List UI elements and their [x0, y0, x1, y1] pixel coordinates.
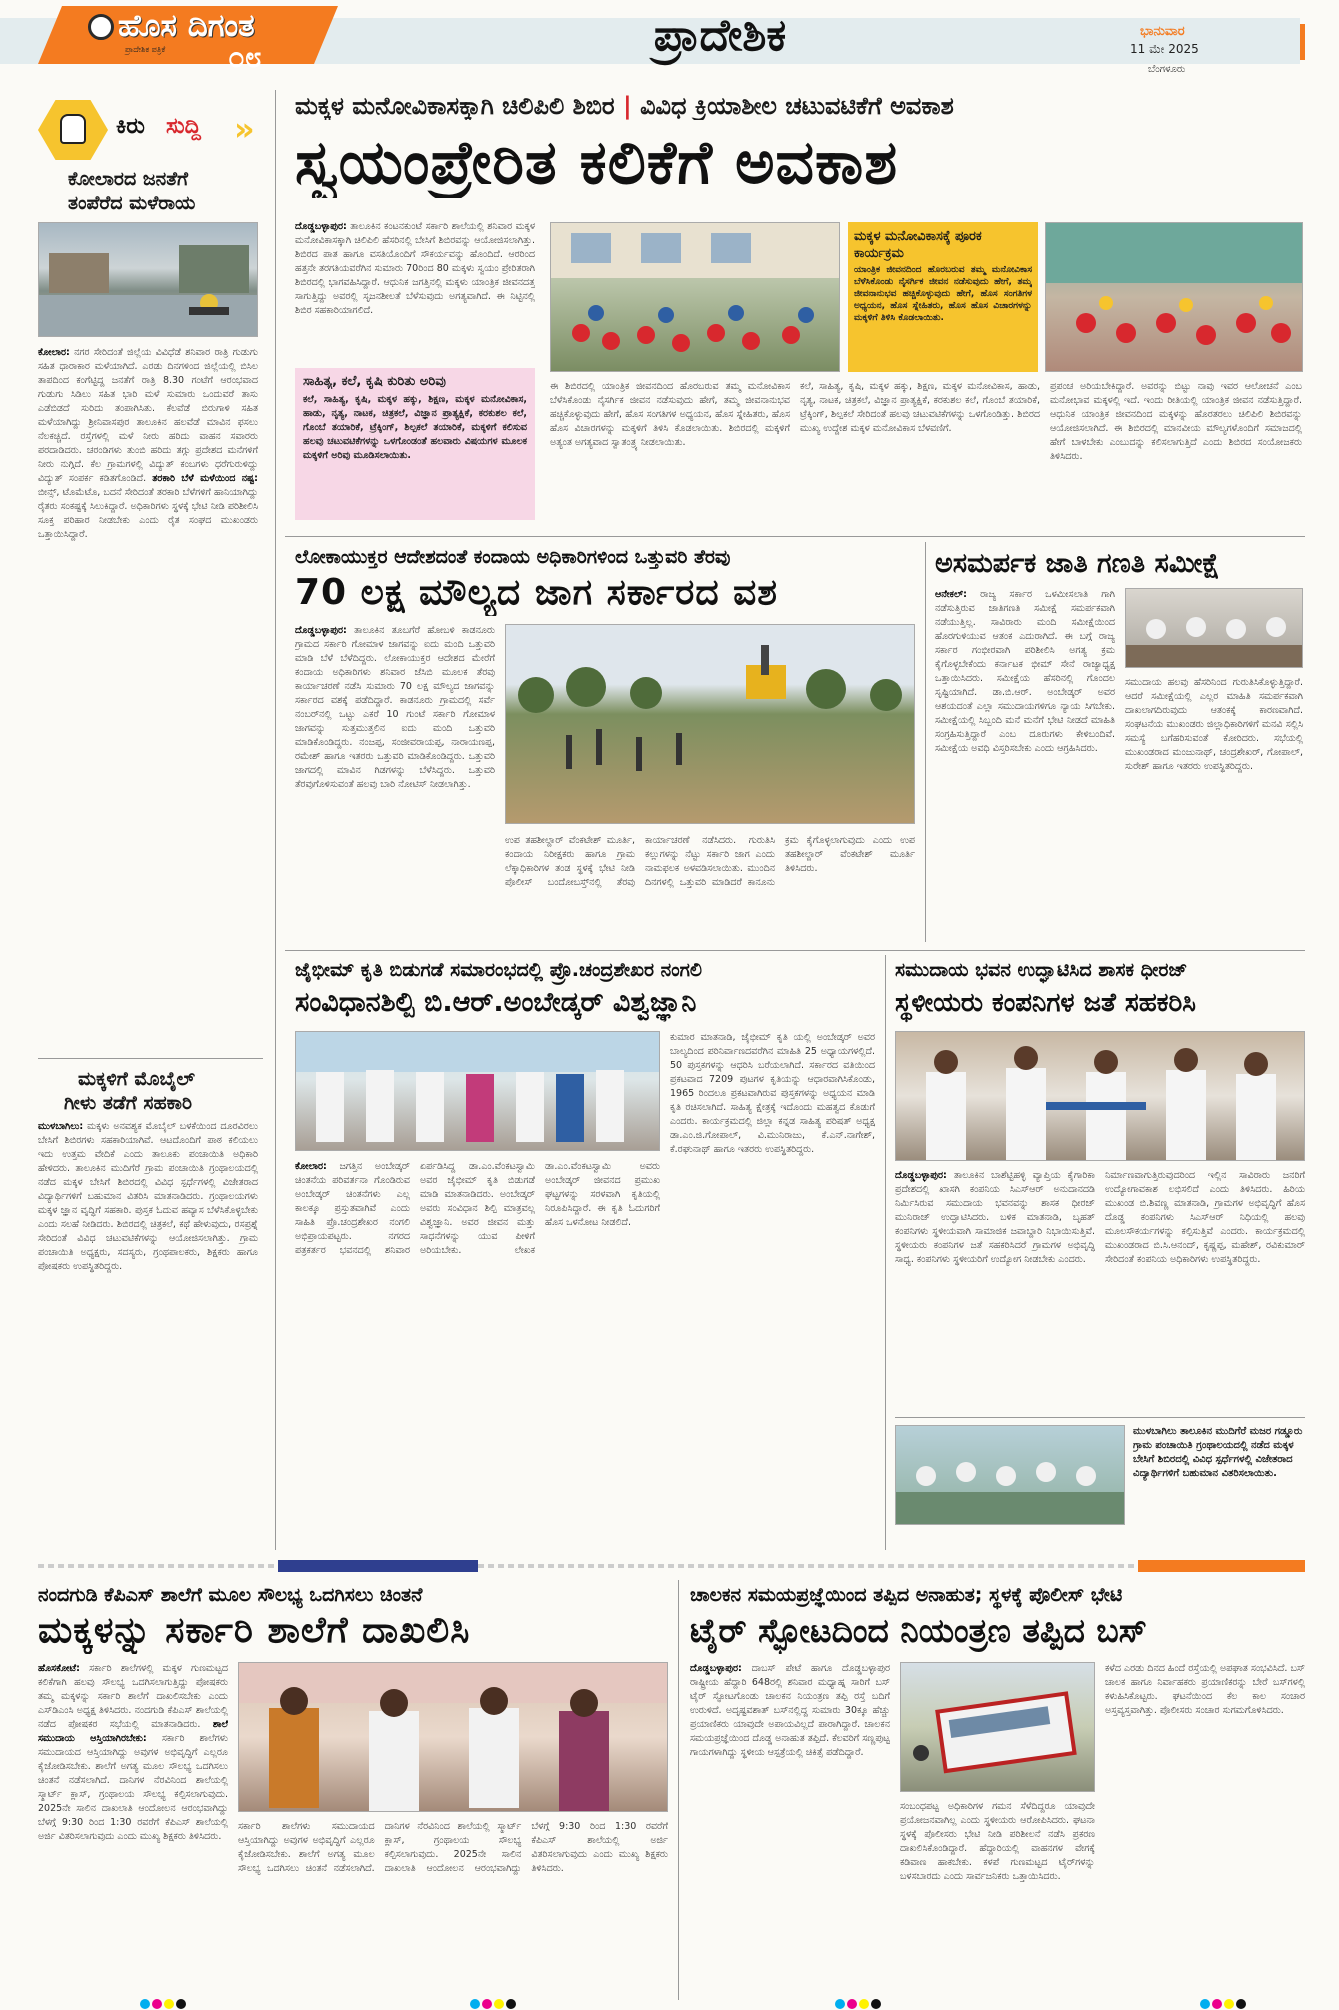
lead-story — [295, 90, 1305, 530]
bus-body3: ಕಳೆದ ಎರಡು ದಿನದ ಹಿಂದೆ ರಸ್ತೆಯಲ್ಲಿ ಅಪಘಾತ ಸಂಭವಿಸಿದೆ. ಬಸ್ ಚಾಲಕ ಹಾಗೂ ನಿರ್ವಾಹಕರು ಪ್ರಯಾಣಿಕರನ್ನು ಬೇರೆ ಬಸ್‌ಗಳಲ್ಲಿ ಕಳುಹಿಸಿಕೊಟ್ಟರು. ಘಟನೆಯಿಂದ ಕೆಲ ಕಾಲ ಸಂಚಾರ ಅಸ್ತವ್ಯಸ್ತವಾಗಿತ್ತು. ಪೊಲೀಸರು ಸಂಚಾರ ಸುಗಮಗೊಳಿಸಿದರು. — [1105, 1663, 1305, 1716]
page-number: ೦೮ — [228, 40, 262, 75]
lead-kicker-a: ಮಕ್ಕಳ ಮನೋವಿಕಾಸಕ್ಕಾಗಿ ಚಿಲಿಪಿಲಿ ಶಿಬಿರ — [295, 92, 615, 120]
bus-body2: ಸಂಬಂಧಪಟ್ಟ ಅಧಿಕಾರಿಗಳ ಗಮನ ಸೆಳೆದಿದ್ದರೂ ಯಾವುದೇ ಪ್ರಯೋಜನವಾಗಿಲ್ಲ ಎಂದು ಸ್ಥಳೀಯರು ಆರೋಪಿಸಿದರು. ಘಟನಾ ಸ್ಥಳಕ್ಕೆ ಪೊಲೀಸರು ಭೇಟಿ ನೀಡಿ ಪರಿಶೀಲನೆ ನಡೆಸಿ ಪ್ರಕರಣ ದಾಖಲಿಸಿಕೊಂಡಿದ್ದಾರೆ. ಹೆದ್ದಾರಿಯಲ್ಲಿ ವಾಹನಗಳ ವೇಗಕ್ಕೆ ಕಡಿವಾಣ ಹಾಕಬೇಕು. ಕಳಪೆ ಗುಣಮಟ್ಟದ ಟೈರ್‌ಗಳನ್ನು ಬಳಸಬಾರದು ಎಂದು ಸಾರ್ವಜನಿಕರು ಒತ್ತಾಯಿಸಿದರು. — [900, 1801, 1095, 1882]
section-title: ಪ್ರಾದೇಶಿಕ — [653, 10, 787, 61]
meeting-photo — [1125, 588, 1303, 668]
lokayukta-kicker: ಲೋಕಾಯುಕ್ತರ ಆದೇಶದಂತೆ ಕಂದಾಯ ಅಧಿಕಾರಿಗಳಿಂದ ಒತ್ತುವರಿ ತೆರವು — [295, 546, 731, 568]
samudaya-headline: ಸ್ಥಳೀಯರು ಕಂಪನಿಗಳ ಜತೆ ಸಹಕರಿಸಿ — [895, 988, 1196, 1018]
lead-body: ತಾಲೂಕಿನ ಕಂಟನಕುಂಟೆ ಸರ್ಕಾರಿ ಶಾಲೆಯಲ್ಲಿ ಶನಿವಾರ ಮಕ್ಕಳ ಮನೋವಿಕಾಸಕ್ಕಾಗಿ ಚಿಲಿಪಿಲಿ ಹೆಸರಿನಲ್ಲಿ ಬೇಸಿಗೆ ಶಿಬಿರವನ್ನು ಆಯೋಜಿಸಲಾಗಿತ್ತು. ಶಿಬಿರದ ಪಾತ ಹಾಗೂ ವಸತಿಯೊಂದಿಗೆ ಸೌಕರ್ಯವನ್ನು ಹೊಂದಿದೆ. ಆರರಿಂದ ಹತ್ತನೇ ತರಗತಿಯವರೆಗಿನ ಸುಮಾರು 70ರಿಂದ 80 ಮಕ್ಕಳು ಸ್ವಯಂ ಪ್ರೇರಿತರಾಗಿ ಶಿಬಿರದಲ್ಲಿ ಭಾಗವಹಿಸಿದ್ದಾರೆ. ಆಧುನಿಕ ಜಗತ್ತಿನಲ್ಲಿ ಮಕ್ಕಳು ಯಾಂತ್ರಿಕ ಜೀವನದತ್ತ ಸಾಗುತ್ತಿದ್ದು ಅವರಲ್ಲಿ ಸೃಜನಶೀಲತೆ ಬೆಳೆಸುವುದು ಅಗತ್ಯವಾಗಿದೆ. ಈ ನಿಟ್ಟಿನಲ್ಲಿ ಶಿಬಿರ ಸಹಕಾರಿಯಾಗಲಿದೆ. — [295, 221, 535, 316]
story1-headline-line1: ಕೋಲಾರದ ಜನತೆಗೆ — [68, 168, 189, 190]
bus-accident-photo-art — [901, 1663, 1095, 1792]
brand-tagline: ಪ್ರಾದೇಶಿಕ ಪತ್ರಿಕೆ — [125, 45, 166, 54]
camp-photo-1 — [550, 222, 840, 372]
school-headline: ಮಕ್ಕಳನ್ನು ಸರ್ಕಾರಿ ಶಾಲೆಗೆ ದಾಖಲಿಸಿ — [38, 1610, 471, 1651]
chevron-right-icon: » — [234, 110, 255, 148]
caste-headline: ಅಸಮರ್ಪಕ ಜಾತಿ ಗಣತಿ ಸಮೀಕ್ಷೆ — [935, 548, 1220, 579]
inauguration-photo — [895, 1031, 1305, 1161]
lead-yellow-title: ಮಕ್ಕಳ ಮನೋವಿಕಾಸಕ್ಕೆ ಪೂರಕ ಕಾರ್ಯಕ್ರಮ — [854, 229, 982, 261]
lead-sidebar-box — [295, 368, 535, 520]
ambedkar-text: ಜಗತ್ತಿನ ಅಂಬೇಡ್ಕರ್ ಚಿಂತನೆಯ ಪರಿವರ್ತನಾ ಗೊಂಡಿರುವ ಅಂಬೇಡ್ಕರ್ ಚಿಂತನೆಗಳು ಎಲ್ಲ ಕಾಲಕ್ಕೂ ಪ್ರಸ್ತುತವಾಗಿವೆ ಎಂದು ಸಾಹಿತಿ ಪ್ರೊ.ಚಂದ್ರಶೇಖರ ನಂಗಲಿ ಅಭಿಪ್ರಾಯಪಟ್ಟರು. ನಗರದ ಪತ್ರಕರ್ತರ ಭವನದಲ್ಲಿ ಶನಿವಾರ ಏರ್ಪಡಿಸಿದ್ದ ಡಾ.ಎಂ.ವೆಂಕಟಸ್ವಾಮಿ ಅವರ ಜೈಭೀಮ್ ಕೃತಿ ಬಿಡುಗಡೆ ಮಾಡಿ ಮಾತನಾಡಿದರು. ಅಂಬೇಡ್ಕರ್ ಅವರು ಸಂವಿಧಾನ ಶಿಲ್ಪಿ ಮಾತ್ರವಲ್ಲ ವಿಶ್ವಜ್ಞಾನಿ. ಅವರ ಜೀವನ ಮತ್ತು ಸಾಧನೆಗಳನ್ನು ಯುವ ಪೀಳಿಗೆ ಅರಿಯಬೇಕು. ಲೇಖಕ ಡಾ.ಎಂ.ವೆಂಕಟಸ್ವಾಮಿ ಅವರು ಅಂಬೇಡ್ಕರ್ ಜೀವನದ ಪ್ರಮುಖ ಘಟ್ಟಗಳನ್ನು ಸರಳವಾಗಿ ಕೃತಿಯಲ್ಲಿ ನಿರೂಪಿಸಿದ್ದಾರೆ. ಈ ಕೃತಿ ಓದುಗರಿಗೆ ಹೊಸ ಒಳನೋಟ ನೀಡಲಿದೆ. — [295, 1161, 660, 1256]
samudaya-text: ತಾಲೂಕಿನ ಬಾಶೆಟ್ಟಿಹಳ್ಳಿ ವ್ಯಾಪ್ತಿಯ ಕೈಗಾರಿಕಾ ಪ್ರದೇಶದಲ್ಲಿ ಖಾಸಗಿ ಕಂಪನಿಯ ಸಿಎಸ್‌ಆರ್ ಅನುದಾನದಡಿ ನಿರ್ಮಿಸಿರುವ ಸಮುದಾಯ ಭವನವನ್ನು ಶಾಸಕ ಧೀರಜ್ ಮುನಿರಾಜ್ ಉದ್ಘಾಟಿಸಿದರು. ಬಳಿಕ ಮಾತನಾಡಿ, ಬೃಹತ್ ಕಂಪನಿಗಳು ಸ್ಥಳೀಯವಾಗಿ ಸಾಮಾಜಿಕ ಜವಾಬ್ದಾರಿ ನಿಭಾಯಿಸುತ್ತಿವೆ. ಸ್ಥಳೀಯರು ಕಂಪನಿಗಳ ಜತೆ ಸಹಕರಿಸಿದರೆ ಗ್ರಾಮಗಳ ಅಭಿವೃದ್ಧಿ ಸಾಧ್ಯ. ಕಂಪನಿಗಳು ಸ್ಥಳೀಯರಿಗೆ ಉದ್ಯೋಗ ನೀಡಬೇಕು ಎಂದರು. — [895, 1170, 1095, 1265]
rain-photo-art — [39, 223, 258, 337]
ambedkar-story — [295, 955, 875, 1550]
brand-icon — [88, 14, 114, 40]
ambedkar-body2: ಕುಮಾರ ಮಾತನಾಡಿ, ಜೈಭೀಮ್ ಕೃತಿ ಯಲ್ಲಿ ಅಂಬೇಡ್ಕರ್ ಅವರ ಬಾಲ್ಯದಿಂದ ಪರಿನಿರ್ವಾಣದವರೆಗಿನ ಮಾಹಿತಿ 25 ಅಧ್ಯಾಯಗಳಲ್ಲಿದೆ. 50 ಪುಸ್ತಕಗಳನ್ನು ಆಧರಿಸಿ ಬರೆಯಲಾಗಿದೆ. ಸರ್ಕಾರದ ವತಿಯಿಂದ ಪ್ರಕಟವಾದ 7209 ಪುಟಗಳ ಕೃತಿಯನ್ನು ಆಧಾರವಾಗಿಸಿಕೊಂಡು, 1965 ರಿಂದಲೂ ಪ್ರಕಟವಾಗಿರುವ ಪುಸ್ತಕಗಳನ್ನು ಅಧ್ಯಯನ ಮಾಡಿ ಕೃತಿ ರಚಿಸಲಾಗಿದೆ. ಸಾಹಿತ್ಯ ಕ್ಷೇತ್ರಕ್ಕೆ ಇದೊಂದು ಮಹತ್ವದ ಕೊಡುಗೆ ಎಂದರು. ಕಾರ್ಯಕ್ರಮದಲ್ಲಿ ಜಿಲ್ಲಾ ಕನ್ನಡ ಸಾಹಿತ್ಯ ಪರಿಷತ್ ಅಧ್ಯಕ್ಷ ಡಾ.ಎಂ.ಜಿ.ಗೋಪಾಲ್, ವಿ.ಮುನಿರಾಜು, ಕೆ.ಎನ್.ನಾಗೇಶ್, ಕೆ.ರಘುನಾಥ್ ಹಾಗೂ ಇತರರು ಉಪಸ್ಥಿತರಿದ್ದರು. — [670, 1032, 875, 1155]
samudaya-body — [895, 1169, 1095, 1409]
hand-icon — [60, 114, 86, 144]
lokayukta-text: ತಾಲೂಕಿನ ತೂಬಗೆರೆ ಹೋಬಳಿ ಕಾಡನೂರು ಗ್ರಾಮದ ಸರ್ಕಾರಿ ಗೋಮಾಳ ಜಾಗವನ್ನು ಐದು ಮಂದಿ ಒತ್ತುವರಿ ಮಾಡಿ ಬೆಳೆ ಬೆಳೆದಿದ್ದರು. ಲೋಕಾಯುಕ್ತರ ಆದೇಶದ ಮೇರೆಗೆ ಕಂದಾಯ ಅಧಿಕಾರಿಗಳು ಶನಿವಾರ ಜೆಸಿಬಿ ಮೂಲಕ ತೆರವು ಕಾರ್ಯಾಚರಣೆ ನಡೆಸಿ ಸುಮಾರು 70 ಲಕ್ಷ ಮೌಲ್ಯದ ಜಾಗವನ್ನು ಸರ್ಕಾರದ ವಶಕ್ಕೆ ಪಡೆದಿದ್ದಾರೆ. ಕಾಡನೂರು ಗ್ರಾಮದಲ್ಲಿ ಸರ್ವೆ ನಂಬರ್‌ನಲ್ಲಿ ಒಟ್ಟು ಎಕರೆ 10 ಗುಂಟೆ ಸರ್ಕಾರಿ ಗೋಮಾಳ ಜಾಗವನ್ನು ಸುತ್ತಮುತ್ತಲಿನ ಐದು ಮಂದಿ ಒತ್ತುವರಿ ಮಾಡಿಕೊಂಡಿದ್ದರು. ನಂಜಪ್ಪ, ಸಂಜೀವರಾಯಪ್ಪ, ನಾರಾಯಣಪ್ಪ, ರಮೇಶ್ ಹಾಗೂ ಇತರರು ಒತ್ತುವರಿ ಮಾಡಿಕೊಂಡಿದ್ದರು. ಒತ್ತುವರಿ ಜಾಗದಲ್ಲಿ ಮಾವಿನ ಗಿಡಗಳನ್ನು ಬೆಳೆಸಿದ್ದರು. ಒತ್ತುವರಿ ತೆರವುಗೊಳಿಸುವಂತೆ ಹಲವು ಬಾರಿ ನೋಟಿಸ್ ನೀಡಲಾಗಿತ್ತು. — [295, 625, 495, 790]
lead-body-col4: ಪ್ರಪಂಚ ಅರಿಯಬೇಕಿದ್ದಾರೆ. ಅವರನ್ನು ಬಿಟ್ಟು ನಾವು ಇವರ ಆಲೋಚನೆ ಎಂಬ ಮನೋಭಾವ ಮಕ್ಕಳಲ್ಲಿ ಇದೆ. ಇಂದು ರೀತಿಯಲ್ಲಿ ಯಾಂತ್ರಿಕ ಜೀವನ ನಡೆಸುತ್ತಿದ್ದಾರೆ. ಆಧುನಿಕ ಯಾಂತ್ರಿಕ ಜೀವನದಿಂದ ಮಕ್ಕಳನ್ನು ಹೊರತರಲು ಚಿಲಿಪಿಲಿ ಶಿಬಿರವನ್ನು ಆಯೋಜಿಸಲಾಗಿದೆ. ಈ ಶಿಬಿರದಲ್ಲಿ ಮಾನವೀಯ ಮೌಲ್ಯಗಳೊಂದಿಗೆ ಸಮಾಜದಲ್ಲಿ ಹೇಗೆ ಬಾಳಬೇಕು ಎಂಬುದನ್ನು ಕಲಿಸಲಾಗುತ್ತಿದೆ ಎಂದು ಶಿಬಿರದ ಸಂಯೋಜಕರು ತಿಳಿಸಿದರು. — [1050, 381, 1302, 462]
kirusuddi-column — [38, 90, 263, 1550]
ambedkar-headline: ಸಂವಿಧಾನಶಿಲ್ಪಿ ಬಿ.ಆರ್.ಅಂಬೇಡ್ಕರ್ ವಿಶ್ವಜ್ಞಾನಿ — [295, 987, 697, 1018]
story1-headline-line2: ತಂಪೆರೆದ ಮಳೆರಾಯ — [68, 192, 196, 214]
inauguration-photo-art — [896, 1032, 1305, 1161]
masthead — [0, 0, 1339, 80]
bus-dateline: ದೊಡ್ಡಬಳ್ಳಾಪುರ: — [690, 1663, 742, 1674]
school-kicker: ನಂದಗುಡಿ ಕೆಪಿಎಸ್ ಶಾಲೆಗೆ ಮೂಲ ಸೌಲಭ್ಯ ಒದಗಿಸಲು ಚಿಂತನೆ — [38, 1584, 423, 1606]
bus-body — [690, 1662, 890, 1992]
school-body-cont: ಸರ್ಕಾರಿ ಶಾಲೆಗಳು ಸಮುದಾಯದ ಆಸ್ತಿಯಾಗಿದ್ದು ಅವುಗಳ ಅಭಿವೃದ್ಧಿಗೆ ಎಲ್ಲರೂ ಕೈಜೋಡಿಸಬೇಕು. ಶಾಲೆಗೆ ಅಗತ್ಯ ಮೂಲ ಸೌಲಭ್ಯ ಒದಗಿಸಲು ಚಿಂತನೆ ನಡೆಸಲಾಗಿದೆ. ದಾನಿಗಳ ನೆರವಿನಿಂದ ಶಾಲೆಯಲ್ಲಿ ಸ್ಮಾರ್ಟ್ ಕ್ಲಾಸ್, ಗ್ರಂಥಾಲಯ ಸೌಲಭ್ಯ ಕಲ್ಪಿಸಲಾಗುವುದು. 2025ನೇ ಸಾಲಿನ ದಾಖಲಾತಿ ಆಂದೋಲನ ಆರಂಭವಾಗಿದ್ದು ಬೆಳಗ್ಗೆ 9:30 ರಿಂದ 1:30 ರವರೆಗೆ ಕೆಪಿಎಸ್ ಶಾಲೆಯಲ್ಲಿ ಅರ್ಜಿ ವಿತರಿಸಲಾಗುವುದು ಎಂದು ಮುಖ್ಯ ಶಿಕ್ಷಕರು ತಿಳಿಸಿದರು. — [238, 1821, 668, 1874]
story1-text2: ಬೀನ್ಸ್, ಟೊಮೆಟೊ, ಬದನೆ ಸೇರಿದಂತೆ ತರಕಾರಿ ಬೆಳೆಗಳಿಗೆ ಹಾನಿಯಾಗಿದ್ದು ರೈತರು ಸಂಕಷ್ಟಕ್ಕೆ ಸಿಲುಕಿದ್ದಾರೆ. ಅಧಿಕಾರಿಗಳು ಸ್ಥಳಕ್ಕೆ ಭೇಟಿ ನೀಡಿ ಪರಿಶೀಲಿಸಿ ಸೂಕ್ತ ಪರಿಹಾರ ನೀಡಬೇಕು ಎಂದು ರೈತ ಸಂಘದ ಮುಖಂಡರು ಒತ್ತಾಯಿಸಿದ್ದಾರೆ. — [38, 487, 258, 540]
brand-name: ಹೊಸ ದಿಗಂತ — [118, 8, 255, 44]
registration-dots — [470, 1994, 518, 2010]
masthead-accent — [1300, 24, 1305, 60]
story1-subhead: ತರಕಾರಿ ಬೆಳೆ ಮಳೆಯಿಂದ ನಷ್ಟ: — [152, 473, 258, 484]
ambedkar-dateline: ಕೋಲಾರ: — [295, 1161, 327, 1172]
lead-kicker-b: ವಿವಿಧ ಕ್ರಿಯಾಶೀಲ ಚಟುವಟಿಕೆಗೆ ಅವಕಾಶ — [640, 92, 954, 120]
issue-city: ಬೆಂಗಳೂರು — [1148, 64, 1186, 75]
story2-headline-line2: ಗೀಳು ತಡೆಗೆ ಸಹಕಾರಿ — [64, 1092, 192, 1114]
school-body — [38, 1662, 228, 1992]
school-meeting-photo-art — [239, 1663, 668, 1812]
lead-kicker-sep: | — [622, 92, 632, 120]
lead-body-col1 — [295, 220, 535, 360]
library-photo-art — [896, 1426, 1125, 1525]
kirusuddi-label-a: ಕಿರು — [116, 114, 145, 139]
rain-photo — [38, 222, 258, 337]
ambedkar-body — [295, 1160, 660, 1548]
bus-headline: ಟೈರ್ ಸ್ಫೋಟದಿಂದ ನಿಯಂತ್ರಣ ತಪ್ಪಿದ ಬಸ್ — [690, 1611, 1147, 1650]
ambedkar-kicker: ಜೈಭೀಮ್ ಕೃತಿ ಬಿಡುಗಡೆ ಸಮಾರಂಭದಲ್ಲಿ ಪ್ರೊ.ಚಂದ್ರಶೇಖರ ನಂಗಲಿ — [295, 959, 702, 981]
lokayukta-body — [295, 624, 495, 940]
caste-body — [935, 588, 1115, 940]
lead-body-col3: ಕಲೆ, ಸಾಹಿತ್ಯ, ಕೃಷಿ, ಮಕ್ಕಳ ಹಕ್ಕು, ಶಿಕ್ಷಣ, ಮಕ್ಕಳ ಮನೋವಿಕಾಸ, ಹಾಡು, ನೃತ್ಯ, ನಾಟಕ, ಚಿತ್ರಕಲೆ, ವಿಜ್ಞಾನ ಪ್ರಾತ್ಯಕ್ಷಿಕೆ, ಕರಕುಶಲ ಕಲೆ, ಗೊಂಬೆ ತಯಾರಿಕೆ, ಟ್ರೆಕ್ಕಿಂಗ್, ಶಿಲ್ಪಕಲೆ ಸೇರಿದಂತೆ ಹಲವು ಚಟುವಟಿಕೆಗಳನ್ನು ಒಳಗೊಂಡಿತ್ತು. ಶಿಬಿರದ ಮುಖ್ಯ ಉದ್ದೇಶ ಮಕ್ಕಳ ಮನೋವಿಕಾಸ ಬೆಳವಣಿಗೆ. — [800, 381, 1040, 434]
samudaya-body2: ನಿರ್ಮಾಣವಾಗುತ್ತಿರುವುದರಿಂದ ಇಲ್ಲಿನ ಸಾವಿರಾರು ಜನರಿಗೆ ಉದ್ಯೋಗಾವಕಾಶ ಲಭಿಸಲಿದೆ ಎಂದು ತಿಳಿಸಿದರು. ಹಿರಿಯ ಮುಖಂಡ ಬಿ.ಶಿವಣ್ಣ ಮಾತನಾಡಿ, ಗ್ರಾಮಗಳ ಅಭಿವೃದ್ಧಿಗೆ ಹೊಸ ದೊಡ್ಡ ಕಂಪನಿಗಳು ಸಿಎಸ್‌ಆರ್ ನಿಧಿಯಲ್ಲಿ ಹಲವು ಮೂಲಸೌಕರ್ಯಗಳನ್ನು ಕಲ್ಪಿಸುತ್ತಿವೆ ಎಂದರು. ಕಾರ್ಯಕ್ರಮದಲ್ಲಿ ಮುಖಂಡರಾದ ಬಿ.ಸಿ.ಆನಂದ್, ಕೃಷ್ಣಪ್ಪ, ಮಹೇಶ್, ರವಿಕುಮಾರ್ ಸೇರಿದಂತೆ ಕಂಪನಿಯ ಅಧಿಕಾರಿಗಳು ಉಪಸ್ಥಿತರಿದ್ದರು. — [1105, 1170, 1305, 1265]
school-text2: ಸರ್ಕಾರಿ ಶಾಲೆಗಳು ಸಮುದಾಯದ ಆಸ್ತಿಯಾಗಿದ್ದು ಅವುಗಳ ಅಭಿವೃದ್ಧಿಗೆ ಎಲ್ಲರೂ ಕೈಜೋಡಿಸಬೇಕು. ಶಾಲೆಗೆ ಅಗತ್ಯ ಮೂಲ ಸೌಲಭ್ಯ ಒದಗಿಸಲು ಚಿಂತನೆ ನಡೆಸಲಾಗಿದೆ. ದಾನಿಗಳ ನೆರವಿನಿಂದ ಶಾಲೆಯಲ್ಲಿ ಸ್ಮಾರ್ಟ್ ಕ್ಲಾಸ್, ಗ್ರಂಥಾಲಯ ಸೌಲಭ್ಯ ಕಲ್ಪಿಸಲಾಗುವುದು. 2025ನೇ ಸಾಲಿನ ದಾಖಲಾತಿ ಆಂದೋಲನ ಆರಂಭವಾಗಿದ್ದು ಬೆಳಗ್ಗೆ 9:30 ರಿಂದ 1:30 ರವರೆಗೆ ಕೆಪಿಎಸ್ ಶಾಲೆಯಲ್ಲಿ ಅರ್ಜಿ ವಿತರಿಸಲಾಗುವುದು ಎಂದು ಮುಖ್ಯ ಶಿಕ್ಷಕರು ತಿಳಿಸಿದರು. — [38, 1733, 228, 1842]
camp-photo-1-art — [551, 223, 840, 372]
lead-yellow-body: ಯಾಂತ್ರಿಕ ಜೀವನದಿಂದ ಹೊರಬರುವ ತಮ್ಮ ಮನೋವಿಕಾಸ ಬೆಳೆಸಿಕೊಂಡು ನೈಸರ್ಗಿಕ ಜೀವನ ನಡೆಸುವುದು ಹೇಗೆ, ತಮ್ಮ ಜೀವನಾನುಭವ ಹಚ್ಚಿಕೊಳ್ಳುವುದು ಹೇಗೆ, ಹೊಸ ಸಂಗತಿಗಳ ಅಧ್ಯಯನ, ಹೊಸ ಸ್ನೇಹಿತರು, ಹೊಸ ಹೊಸ ವಿಚಾರಗಳನ್ನು ಮಕ್ಕಳಿಗೆ ತಿಳಿಸಿ ಕೊಡಲಾಯಿತು. — [854, 265, 1032, 323]
library-photo — [895, 1425, 1125, 1525]
registration-dots — [1200, 1994, 1248, 2010]
issue-day: ಭಾನುವಾರ — [1140, 24, 1185, 39]
story2-dateline: ಮುಳಬಾಗಿಲು: — [38, 1121, 84, 1132]
divider-blue — [278, 1560, 478, 1572]
divider-grey-mid — [478, 1564, 1138, 1568]
divider-grey-left — [38, 1564, 278, 1568]
story2-body — [38, 1120, 258, 1540]
school-story — [38, 1580, 668, 2000]
camp-photo-2-art — [1046, 223, 1303, 372]
meeting-photo-art — [1126, 589, 1303, 668]
lead-yellow-box — [848, 222, 1038, 372]
kirusuddi-label-b: ಸುದ್ದಿ — [166, 114, 201, 139]
samudaya-story — [895, 955, 1305, 1550]
clearance-photo — [505, 624, 915, 824]
bus-text: ದಾಬಸ್ ಪೇಟೆ ಹಾಗೂ ದೊಡ್ಡಬಳ್ಳಾಪುರ ರಾಷ್ಟ್ರೀಯ ಹೆದ್ದಾರಿ 648ರಲ್ಲಿ ಶನಿವಾರ ಮಧ್ಯಾಹ್ನ ಸಾರಿಗೆ ಬಸ್ ಟೈರ್ ಸ್ಫೋಟಗೊಂಡು ಚಾಲಕನ ನಿಯಂತ್ರಣ ತಪ್ಪಿ ರಸ್ತೆ ಬದಿಗೆ ಉರುಳಿದೆ. ಅದೃಷ್ಟವಶಾತ್ ಬಸ್‌ನಲ್ಲಿದ್ದ ಸುಮಾರು 30ಕ್ಕೂ ಹೆಚ್ಚು ಪ್ರಯಾಣಿಕರು ಯಾವುದೇ ಅಪಾಯವಿಲ್ಲದೆ ಪಾರಾಗಿದ್ದಾರೆ. ಚಾಲಕನ ಸಮಯಪ್ರಜ್ಞೆಯಿಂದ ದೊಡ್ಡ ಅನಾಹುತ ತಪ್ಪಿದೆ. ಕೆಲವರಿಗೆ ಸಣ್ಣಪುಟ್ಟ ಗಾಯಗಳಾಗಿದ್ದು ಸ್ಥಳೀಯ ಆಸ್ಪತ್ರೆಯಲ್ಲಿ ಚಿಕಿತ್ಸೆ ಪಡೆದಿದ್ದಾರೆ. — [690, 1663, 890, 1758]
story1-body — [38, 346, 258, 970]
bus-accident-photo — [900, 1662, 1095, 1792]
lokayukta-body2: ಉಪ ತಹಶೀಲ್ದಾರ್ ವೆಂಕಟೇಶ್ ಮೂರ್ತಿ, ಕಂದಾಯ ನಿರೀಕ್ಷಕರು ಹಾಗೂ ಗ್ರಾಮ ಲೆಕ್ಕಾಧಿಕಾರಿಗಳ ತಂಡ ಸ್ಥಳಕ್ಕೆ ಭೇಟಿ ನೀಡಿ ಪೊಲೀಸ್ ಬಂದೋಬಸ್ತ್‌ನಲ್ಲಿ ತೆರವು ಕಾರ್ಯಾಚರಣೆ ನಡೆಸಿದರು. ಗುರುತಿಸಿ ಕಲ್ಲುಗಳನ್ನು ನೆಟ್ಟು ಸರ್ಕಾರಿ ಜಾಗ ಎಂದು ನಾಮಫಲಕ ಅಳವಡಿಸಲಾಯಿತು. ಮುಂದಿನ ದಿನಗಳಲ್ಲಿ ಒತ್ತುವರಿ ಮಾಡಿದರೆ ಕಾನೂನು ಕ್ರಮ ಕೈಗೊಳ್ಳಲಾಗುವುದು ಎಂದು ಉಪ ತಹಶೀಲ್ದಾರ್ ವೆಂಕಟೇಶ್ ಮೂರ್ತಿ ತಿಳಿಸಿದರು. — [505, 835, 915, 888]
lokayukta-story — [295, 542, 915, 942]
bus-story — [690, 1580, 1305, 2000]
story1-text: ನಗರ ಸೇರಿದಂತೆ ಜಿಲ್ಲೆಯ ವಿವಿಧೆಡೆ ಶನಿವಾರ ರಾತ್ರಿ ಗುಡುಗು ಸಹಿತ ಧಾರಾಕಾರ ಮಳೆಯಾಗಿದೆ. ಎರಡು ದಿನಗಳಿಂದ ಜಿಲ್ಲೆಯಲ್ಲಿ ಬಿಸಿಲ ತಾಪದಿಂದ ಕಂಗೆಟ್ಟಿದ್ದ ಜನತೆಗೆ ರಾತ್ರಿ 8.30 ಗಂಟೆಗೆ ಆರಂಭವಾದ ಗುಡುಗು ಸಿಡಿಲು ಸಹಿತ ಭಾರಿ ಮಳೆ ಸುಮಾರು ಒಂದುವರೆ ತಾಸು ಎಡೆಬಿಡದೆ ಸುರಿದು ತಂಪಾಗಿಸಿತು. ಕೆಲವೆಡೆ ಬಿರುಗಾಳಿ ಸಹಿತ ಮಳೆಯಾಗಿದ್ದು ಶ್ರೀನಿವಾಸಪುರ ತಾಲೂಕಿನ ಹಲವೆಡೆ ಮಾವಿನ ಫಸಲು ನೆಲಕಚ್ಚಿದೆ. ರಸ್ತೆಗಳಲ್ಲಿ ಮಳೆ ನೀರು ಹರಿದು ವಾಹನ ಸವಾರರು ಪರದಾಡಿದರು. ಚರಂಡಿಗಳು ತುಂಬಿ ಹರಿದು ತಗ್ಗು ಪ್ರದೇಶದ ಮನೆಗಳಿಗೆ ನೀರು ನುಗ್ಗಿದೆ. ಕೆಲ ಗ್ರಾಮಗಳಲ್ಲಿ ವಿದ್ಯುತ್ ಕಂಬಗಳು ಧರೆಗುರುಳಿದ್ದು ವಿದ್ಯುತ್ ಸಂಪರ್ಕ ಕಡಿತಗೊಂಡಿದೆ. — [38, 347, 258, 484]
lead-sidebar-body: ಕಲೆ, ಸಾಹಿತ್ಯ, ಕೃಷಿ, ಮಕ್ಕಳ ಹಕ್ಕು, ಶಿಕ್ಷಣ, ಮಕ್ಕಳ ಮನೋವಿಕಾಸ, ಹಾಡು, ನೃತ್ಯ, ನಾಟಕ, ಚಿತ್ರಕಲೆ, ವಿಜ್ಞಾನ ಪ್ರಾತ್ಯಕ್ಷಿಕೆ, ಕರಕುಶಲ ಕಲೆ, ಗೊಂಬೆ ತಯಾರಿಕೆ, ಟ್ರೆಕ್ಕಿಂಗ್, ಶಿಲ್ಪಕಲೆ ತಯಾರಿಕೆ, ಮಕ್ಕಳಿಗೆ ಕಲಿಸುವ ಹಲವು ಚಟುವಟಿಕೆಗಳನ್ನು ಒಳಗೊಂಡಂತೆ ಹಲವಾರು ವಿಷಯಗಳ ಮೂಲಕ ಮಕ್ಕಳಿಗೆ ಅರಿವು ಮೂಡಿಸಲಾಯಿತು. — [303, 394, 527, 461]
caste-dateline: ಆನೇಕಲ್: — [935, 589, 967, 600]
bus-kicker: ಚಾಲಕನ ಸಮಯಪ್ರಜ್ಞೆಯಿಂದ ತಪ್ಪಿದ ಅನಾಹುತ; ಸ್ಥಳಕ್ಕೆ ಪೊಲೀಸ್ ಭೇಟಿ — [690, 1584, 1123, 1606]
lead-kicker — [295, 92, 1305, 120]
story1-dateline: ಕೋಲಾರ: — [38, 347, 70, 358]
school-dateline: ಹೊಸಕೋಟೆ: — [38, 1663, 80, 1674]
divider-bars — [38, 1560, 1305, 1572]
lokayukta-headline: 70 ಲಕ್ಷ ಮೌಲ್ಯದ ಜಾಗ ಸರ್ಕಾರದ ವಶ — [295, 572, 778, 613]
registration-dots — [140, 1994, 188, 2010]
story2-text: ಮಕ್ಕಳು ಅನವಶ್ಯಕ ಮೊಬೈಲ್ ಬಳಕೆಯಿಂದ ದೂರವಿರಲು ಬೇಸಿಗೆ ಶಿಬಿರಗಳು ಸಹಕಾರಿಯಾಗಿವೆ. ಆಟದೊಂದಿಗೆ ಪಾಠ ಕಲಿಯಲು ಇದು ಉತ್ತಮ ವೇದಿಕೆ ಎಂದು ತಾಲೂಕು ಪಂಚಾಯಿತಿ ಅಧಿಕಾರಿ ಹೇಳಿದರು. ತಾಲೂಕಿನ ಮುದಿಗೆರೆ ಗ್ರಾಮ ಪಂಚಾಯಿತಿ ಗ್ರಂಥಾಲಯದಲ್ಲಿ ನಡೆದ ಮಕ್ಕಳ ಬೇಸಿಗೆ ಶಿಬಿರದಲ್ಲಿ ವಿವಿಧ ಸ್ಪರ್ಧೆಗಳಲ್ಲಿ ವಿಜೇತರಾದ ವಿದ್ಯಾರ್ಥಿಗಳಿಗೆ ಬಹುಮಾನ ವಿತರಿಸಿ ಮಾತನಾಡಿದರು. ಗ್ರಂಥಾಲಯಗಳು ಮಕ್ಕಳ ಜ್ಞಾನ ವೃದ್ಧಿಗೆ ಸಹಕಾರಿ. ಪುಸ್ತಕ ಓದುವ ಹವ್ಯಾಸ ಬೆಳೆಸಿಕೊಳ್ಳಬೇಕು ಎಂದು ಸಲಹೆ ನೀಡಿದರು. ಶಿಬಿರದಲ್ಲಿ ಚಿತ್ರಕಲೆ, ಕಥೆ ಹೇಳುವುದು, ರಸಪ್ರಶ್ನೆ ಸೇರಿದಂತೆ ವಿವಿಧ ಚಟುವಟಿಕೆಗಳನ್ನು ಆಯೋಜಿಸಲಾಗಿತ್ತು. ಗ್ರಾಮ ಪಂಚಾಯಿತಿ ಅಧ್ಯಕ್ಷರು, ಸದಸ್ಯರು, ಗ್ರಂಥಪಾಲಕರು, ಶಿಕ್ಷಕರು ಹಾಗೂ ಪೋಷಕರು ಉಪಸ್ಥಿತರಿದ್ದರು. — [38, 1121, 258, 1272]
caste-story — [935, 542, 1305, 942]
school-meeting-photo — [238, 1662, 668, 1812]
school-text: ಸರ್ಕಾರಿ ಶಾಲೆಗಳಲ್ಲಿ ಮಕ್ಕಳ ಗುಣಮಟ್ಟದ ಕಲಿಕೆಗಾಗಿ ಹಲವು ಸೌಲಭ್ಯ ಒದಗಿಸಲಾಗುತ್ತಿದ್ದು ಪೋಷಕರು ತಮ್ಮ ಮಕ್ಕಳನ್ನು ಸರ್ಕಾರಿ ಶಾಲೆಗೆ ದಾಖಲಿಸಬೇಕು ಎಂದು ಎಸ್‌ಡಿಎಂಸಿ ಅಧ್ಯಕ್ಷ ತಿಳಿಸಿದರು. ನಂದಗುಡಿ ಕೆಪಿಎಸ್ ಶಾಲೆಯಲ್ಲಿ ನಡೆದ ಪೋಷಕರ ಸಭೆಯಲ್ಲಿ ಮಾತನಾಡಿದರು. — [38, 1663, 228, 1730]
lead-headline: ಸ್ವಯಂಪ್ರೇರಿತ ಕಲಿಕೆಗೆ ಅವಕಾಶ — [295, 128, 899, 198]
school-subhead: ಶಾಲೆ ಸಮುದಾಯ ಆಸ್ತಿಯಾಗಿರಬೇಕು: — [38, 1719, 228, 1744]
lokayukta-dateline: ದೊಡ್ಡಬಳ್ಳಾಪುರ: — [295, 625, 347, 636]
lead-body-col2: ಈ ಶಿಬಿರದಲ್ಲಿ ಯಾಂತ್ರಿಕ ಜೀವನದಿಂದ ಹೊರಬರುವ ತಮ್ಮ ಮನೋವಿಕಾಸ ಬೆಳೆಸಿಕೊಂಡು ನೈಸರ್ಗಿಕ ಜೀವನ ನಡೆಸುವುದು ಹೇಗೆ, ತಮ್ಮ ಜೀವನಾನುಭವ ಹಚ್ಚಿಕೊಳ್ಳುವುದು ಹೇಗೆ, ಹೊಸ ಸಂಗತಿಗಳ ಅಧ್ಯಯನ, ಹೊಸ ಸ್ನೇಹಿತರು, ಹೊಸ ಹೊಸ ವಿಚಾರಗಳನ್ನು ಮಕ್ಕಳಿಗೆ ತಿಳಿಸಿ ಕೊಡಲಾಯಿತು. ಶಿಬಿರದಲ್ಲಿ ಮಕ್ಕಳಿಗೆ ಅತ್ಯಂತ ಅಗತ್ಯವಾದ ಸ್ವಾತಂತ್ರ್ಯ ನೀಡಲಾಯಿತು. — [550, 381, 790, 448]
caste-text: ರಾಜ್ಯ ಸರ್ಕಾರ ಒಳಮೀಸಲಾತಿ ಗಾಗಿ ನಡೆಸುತ್ತಿರುವ ಜಾತಿಗಣತಿ ಸಮೀಕ್ಷೆ ಸಮರ್ಪಕವಾಗಿ ನಡೆಯುತ್ತಿಲ್ಲ. ಸಾವಿರಾರು ಮಂದಿ ಸಮೀಕ್ಷೆಯಿಂದ ಹೊರಗುಳಿಯುವ ಆತಂಕ ಎದುರಾಗಿದೆ. ಈ ಬಗ್ಗೆ ರಾಜ್ಯ ಸರ್ಕಾರ ಗಂಭೀರವಾಗಿ ಪರಿಶೀಲಿಸಿ ಅಗತ್ಯ ಕ್ರಮ ಕೈಗೊಳ್ಳಬೇಕೆಂದು ಕರ್ನಾಟಕ ಭೀಮ್ ಸೇನೆ ರಾಜ್ಯಾಧ್ಯಕ್ಷ ಒತ್ತಾಯಿಸಿದರು. ಸಮೀಕ್ಷೆಯ ಹೆಸರಿನಲ್ಲಿ ಗೊಂದಲ ಸೃಷ್ಟಿಯಾಗಿದೆ. ಡಾ.ಬಿ.ಆರ್. ಅಂಬೇಡ್ಕರ್ ಅವರ ಆಶಯದಂತೆ ಎಲ್ಲಾ ಸಮುದಾಯಗಳಿಗೂ ನ್ಯಾಯ ಸಿಗಬೇಕು. ಸಮೀಕ್ಷೆಯಲ್ಲಿ ಸಿಬ್ಬಂದಿ ಮನೆ ಮನೆಗೆ ಭೇಟಿ ನೀಡದೆ ಮಾಹಿತಿ ಸಂಗ್ರಹಿಸುತ್ತಿದ್ದಾರೆ ಎಂಬ ದೂರುಗಳು ಕೇಳಿಬಂದಿವೆ. ಸಮೀಕ್ಷೆಯ ಅವಧಿ ವಿಸ್ತರಿಸಬೇಕು ಎಂದು ಆಗ್ರಹಿಸಿದರು. — [935, 589, 1115, 754]
book-release-photo-art — [296, 1032, 660, 1151]
story2-headline-line1: ಮಕ್ಕಳಿಗೆ ಮೊಬೈಲ್ — [78, 1068, 195, 1090]
lead-dateline: ದೊಡ್ಡಬಳ್ಳಾಪುರ: — [295, 221, 347, 232]
issue-date: 11 ಮೇ 2025 — [1130, 42, 1199, 56]
book-release-photo — [295, 1031, 660, 1151]
library-caption: ಮುಳಬಾಗಿಲು ತಾಲೂಕಿನ ಮುದಿಗೆರೆ ಮಜರ ಗಡ್ಡೂರು ಗ್ರಾಮ ಪಂಚಾಯಿತಿ ಗ್ರಂಥಾಲಯದಲ್ಲಿ ನಡೆದ ಮಕ್ಕಳ ಬೇಸಿಗೆ ಶಿಬಿರದಲ್ಲಿ ವಿವಿಧ ಸ್ಪರ್ಧೆಗಳಲ್ಲಿ ವಿಜೇತರಾದ ವಿದ್ಯಾರ್ಥಿಗಳಿಗೆ ಬಹುಮಾನ ವಿತರಿಸಲಾಯಿತು. — [1133, 1426, 1303, 1479]
divider-orange — [1138, 1560, 1305, 1572]
caste-body2: ಸಮುದಾಯ ಹಲವು ಹೆಸರಿನಿಂದ ಗುರುತಿಸಿಕೊಳ್ಳುತ್ತಿದ್ದಾರೆ. ಆದರೆ ಸಮೀಕ್ಷೆಯಲ್ಲಿ ಎಲ್ಲರ ಮಾಹಿತಿ ಸಮರ್ಪಕವಾಗಿ ದಾಖಲಾಗದಿರುವುದು ಆತಂಕಕ್ಕೆ ಕಾರಣವಾಗಿದೆ. ಸಂಘಟನೆಯ ಮುಖಂಡರು ಜಿಲ್ಲಾಧಿಕಾರಿಗಳಿಗೆ ಮನವಿ ಸಲ್ಲಿಸಿ ಸಮಸ್ಯೆ ಬಗೆಹರಿಸುವಂತೆ ಕೋರಿದರು. ಸಭೆಯಲ್ಲಿ ಮುಖಂಡರಾದ ಮಂಜುನಾಥ್, ಚಂದ್ರಶೇಖರ್, ಗೋಪಾಲ್, ಸುರೇಶ್ ಹಾಗೂ ಇತರರು ಉಪಸ್ಥಿತರಿದ್ದರು. — [1125, 677, 1303, 772]
clearance-photo-art — [506, 625, 915, 824]
samudaya-kicker: ಸಮುದಾಯ ಭವನ ಉದ್ಘಾಟಿಸಿದ ಶಾಸಕ ಧೀರಜ್ — [895, 959, 1188, 981]
samudaya-dateline: ದೊಡ್ಡಬಳ್ಳಾಪುರ: — [895, 1170, 947, 1181]
lead-sidebar-title: ಸಾಹಿತ್ಯ, ಕಲೆ, ಕೃಷಿ ಕುರಿತು ಅರಿವು — [303, 374, 446, 389]
camp-photo-2 — [1045, 222, 1303, 372]
registration-dots — [835, 1994, 883, 2010]
